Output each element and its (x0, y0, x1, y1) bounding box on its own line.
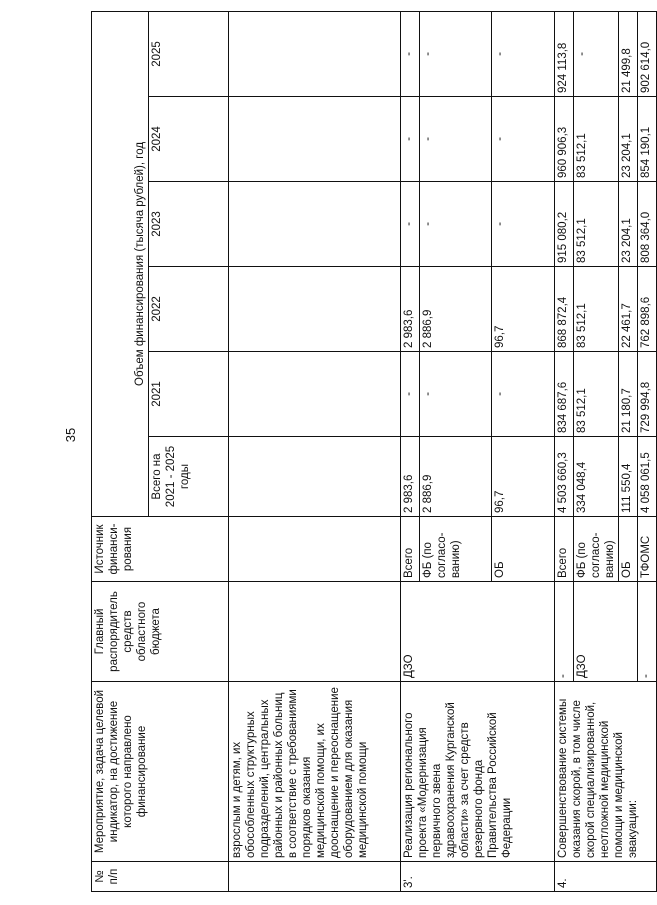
header-year-2024: 2024 (149, 97, 229, 182)
row3-source: Всего (401, 517, 420, 582)
header-source: Источник финанси-рования (92, 517, 229, 582)
row3-2024: - (420, 97, 492, 182)
header-funding-group: Объем финансирования (тысяча рублей), год (92, 11, 149, 516)
page-number: 35 (63, 427, 78, 443)
row3-2022: 2 983,6 (401, 267, 420, 352)
continuation-2024 (229, 97, 401, 182)
row3-2021: - (492, 352, 555, 437)
row3-2024: - (401, 97, 420, 182)
row3-num: 3'. (401, 862, 555, 892)
row4-2024: 23 204,1 (619, 97, 638, 182)
header-year-2025: 2025 (149, 11, 229, 96)
row4-2023: 915 080,2 (555, 182, 574, 267)
row4-2023: 23 204,1 (619, 182, 638, 267)
row4-distributor: ДЗО (574, 582, 638, 682)
row4-measure: Совершенствование системы оказания скорой, в том числе скорой специализированной, неотложной медицинской помощи и медицинской эвакуации: (555, 682, 657, 862)
row3-2023: - (420, 182, 492, 267)
header-year-2023: 2023 (149, 182, 229, 267)
row3-2023: - (492, 182, 555, 267)
row3-distributor: ДЗО (401, 582, 555, 682)
row4-source: ОБ (619, 517, 638, 582)
row4-2025: 21 499,8 (619, 11, 638, 96)
header-total: Всего на 2021 - 2025 годы (149, 437, 229, 517)
row4-2022: 868 872,4 (555, 267, 574, 352)
row3-2024: - (492, 97, 555, 182)
header-num: № п/п (92, 862, 229, 892)
row4-2024: 854 190,1 (638, 97, 657, 182)
row3-2021: - (401, 352, 420, 437)
row3-2022: 2 886,9 (420, 267, 492, 352)
header-distributor: Главный распорядитель средств областного бюджета (92, 582, 229, 682)
row4-2022: 22 461,7 (619, 267, 638, 352)
row4-2025: 902 614,0 (638, 11, 657, 96)
row4-source: ФБ (по согласо-ванию) (574, 517, 619, 582)
row4-total: 4 503 660,3 (555, 437, 574, 517)
continuation-total (229, 437, 401, 517)
row3-2025: - (492, 11, 555, 96)
row3-measure: Реализация регионального проекта «Модернизация первичного звена здравоохранения Курганской области» за счет средств резервного фонда Правительства Российской Федерации (401, 682, 555, 862)
row4-source: Всего (555, 517, 574, 582)
row3-total: 2 886,9 (420, 437, 492, 517)
continuation-distributor (229, 582, 401, 682)
row3-source: ФБ (по согласо-ванию) (420, 517, 492, 582)
row4-distributor-top: - (555, 582, 574, 682)
row4-2024: 83 512,1 (574, 97, 619, 182)
row3-2021: - (420, 352, 492, 437)
continuation-2022 (229, 267, 401, 352)
row4-2023: 83 512,1 (574, 182, 619, 267)
row4-2025: - (574, 11, 619, 96)
rotated-page (91, 12, 652, 892)
row4-source: ТФОМС (638, 517, 657, 582)
header-year-2021: 2021 (149, 352, 229, 437)
row3-2025: - (401, 11, 420, 96)
row4-2022: 83 512,1 (574, 267, 619, 352)
row4-total: 4 058 061,5 (638, 437, 657, 517)
row4-2021: 729 994,8 (638, 352, 657, 437)
header-measure: Мероприятие, задача целевой индикатор, на достижение которого направлено финансирование (92, 682, 229, 862)
row4-2022: 762 898,6 (638, 267, 657, 352)
row3-2022: 96,7 (492, 267, 555, 352)
continuation-source (229, 517, 401, 582)
continuation-2023 (229, 182, 401, 267)
row4-2021: 21 180,7 (619, 352, 638, 437)
row3-2025: - (420, 11, 492, 96)
row4-2023: 808 364,0 (638, 182, 657, 267)
row4-2021: 834 687,6 (555, 352, 574, 437)
row4-total: 111 550,4 (619, 437, 638, 517)
continuation-num (229, 862, 401, 892)
row4-num: 4. (555, 862, 657, 892)
row4-total: 334 048,4 (574, 437, 619, 517)
row4-2025: 924 113,8 (555, 11, 574, 96)
funding-table (91, 11, 657, 892)
row4-2024: 960 906,3 (555, 97, 574, 182)
row4-distributor-bottom: - (638, 582, 657, 682)
row4-2021: 83 512,1 (574, 352, 619, 437)
continuation-2021 (229, 352, 401, 437)
row3-total: 2 983,6 (401, 437, 420, 517)
row3-source: ОБ (492, 517, 555, 582)
row3-total: 96,7 (492, 437, 555, 517)
header-year-2022: 2022 (149, 267, 229, 352)
continuation-measure: взрослым и детям, их обособленных структурных подразделений, центральных районных и районных больниц в соответствие с требованиями порядков оказания медицинской помощи, их дооснащение и переоснащение оборудованием для оказания медицинской помощи (229, 682, 401, 862)
row3-2023: - (401, 182, 420, 267)
continuation-2025 (229, 11, 401, 96)
